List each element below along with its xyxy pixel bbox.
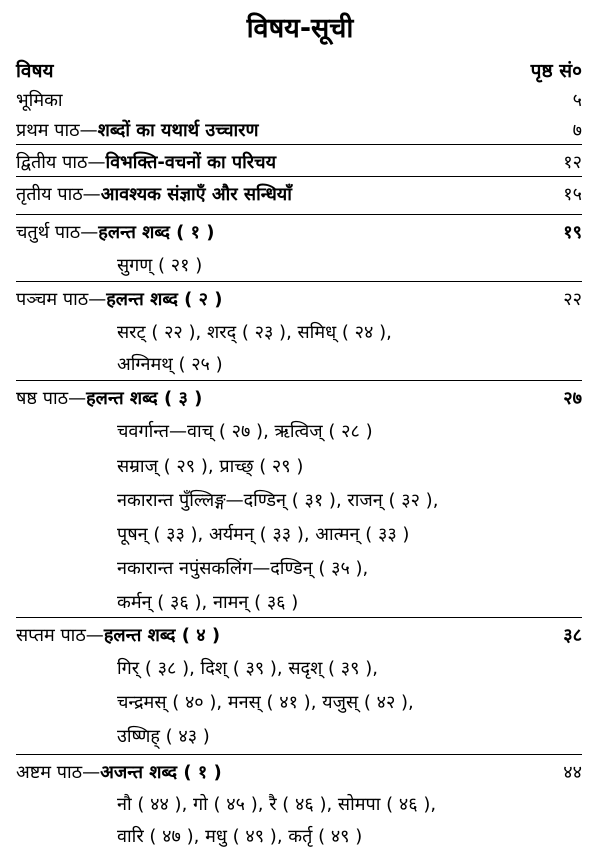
entry-title: अष्टम पाठ—अजन्त शब्द ( १ ) (16, 762, 222, 783)
entry-page-number: ३८ (563, 625, 582, 646)
entry-subtopic-line: चन्द्रमस् ( ४० ), मनस् ( ४१ ), यजुस् ( ४२ ), (117, 692, 414, 713)
divider (16, 176, 582, 177)
subject-column-header: विषय (16, 60, 54, 82)
toc-entry (16, 283, 582, 317)
entry-subtopic-line: नौ ( ४४ ), गो ( ४५ ), रै ( ४६ ), सोमपा ( ४६ ), (117, 794, 437, 815)
toc-entry (16, 178, 582, 212)
entry-page-number: १५ (563, 184, 582, 205)
entry-page-number: ७ (572, 120, 582, 141)
entry-subtopic-line: अग्निमथ् ( २५ ) (117, 354, 223, 375)
entry-subtopic-line: नकारान्त पुँल्लिङ्ग—दण्डिन् ( ३१ ), राजन् ( ३२ ), (117, 490, 439, 511)
entry-title: प्रथम पाठ—शब्दों का यथार्थ उच्चारण (16, 120, 259, 141)
entry-page-number: ५ (572, 90, 582, 111)
entry-title: तृतीय पाठ—आवश्यक संज्ञाएँ और सन्धियाँ (16, 184, 292, 205)
toc-entry (16, 146, 582, 180)
entry-title: पञ्चम पाठ—हलन्त शब्द ( २ ) (16, 289, 223, 310)
entry-page-number: २७ (563, 388, 582, 409)
entry-subtopic-line: पूषन् ( ३३ ), अर्यमन् ( ३३ ), आत्मन् ( ३३ ) (117, 524, 410, 545)
divider (16, 214, 582, 215)
entry-page-number: १९ (563, 222, 582, 243)
toc-entry (16, 84, 582, 118)
entry-title: सप्तम पाठ—हलन्त शब्द ( ४ ) (16, 625, 221, 646)
toc-entry (16, 619, 582, 653)
toc-entry (16, 756, 582, 790)
entry-subtopic-line: गिर् ( ३८ ), दिश् ( ३९ ), सदृश् ( ३९ ), (117, 658, 378, 679)
entry-subtopic-line: वारि ( ४७ ), मधु ( ४९ ), कर्तृ ( ४९ ) (117, 826, 363, 847)
entry-page-number: ४४ (563, 762, 582, 783)
entry-subtopic-line: चवर्गान्त—वाच् ( २७ ), ऋत्विज् ( २८ ) (117, 421, 373, 442)
page-number-column-header: पृष्ठ सं० (530, 60, 582, 82)
entry-subtopic-line: उष्णिह् ( ४३ ) (117, 726, 210, 747)
divider (16, 144, 582, 145)
entry-title: चतुर्थ पाठ—हलन्त शब्द ( १ ) (16, 222, 215, 243)
divider (16, 617, 582, 618)
toc-entry (16, 114, 582, 148)
entry-page-number: १२ (563, 152, 582, 173)
divider (16, 380, 582, 381)
toc-entry (16, 382, 582, 416)
divider (16, 281, 582, 282)
entry-subtopic-line: कर्मन् ( ३६ ), नामन् ( ३६ ) (117, 592, 299, 613)
entry-title: द्वितीय पाठ—विभक्ति-वचनों का परिचय (16, 152, 277, 173)
toc-entry (16, 216, 582, 250)
divider (16, 754, 582, 755)
entry-title: भूमिका (16, 90, 63, 111)
page-title: विषय-सूची (246, 13, 354, 44)
entry-title: षष्ठ पाठ—हलन्त शब्द ( ३ ) (16, 388, 203, 409)
entry-subtopic-line: सरट् ( २२ ), शरद् ( २३ ), समिध् ( २४ ), (117, 322, 392, 343)
entry-page-number: २२ (563, 289, 582, 310)
entry-subtopic-line: सुगण् ( २१ ) (117, 255, 203, 276)
entry-subtopic-line: सम्राज् ( २९ ), प्राच्छ् ( २९ ) (117, 456, 304, 477)
entry-subtopic-line: नकारान्त नपुंसकलिंग—दण्डिन् ( ३५ ), (117, 558, 369, 579)
